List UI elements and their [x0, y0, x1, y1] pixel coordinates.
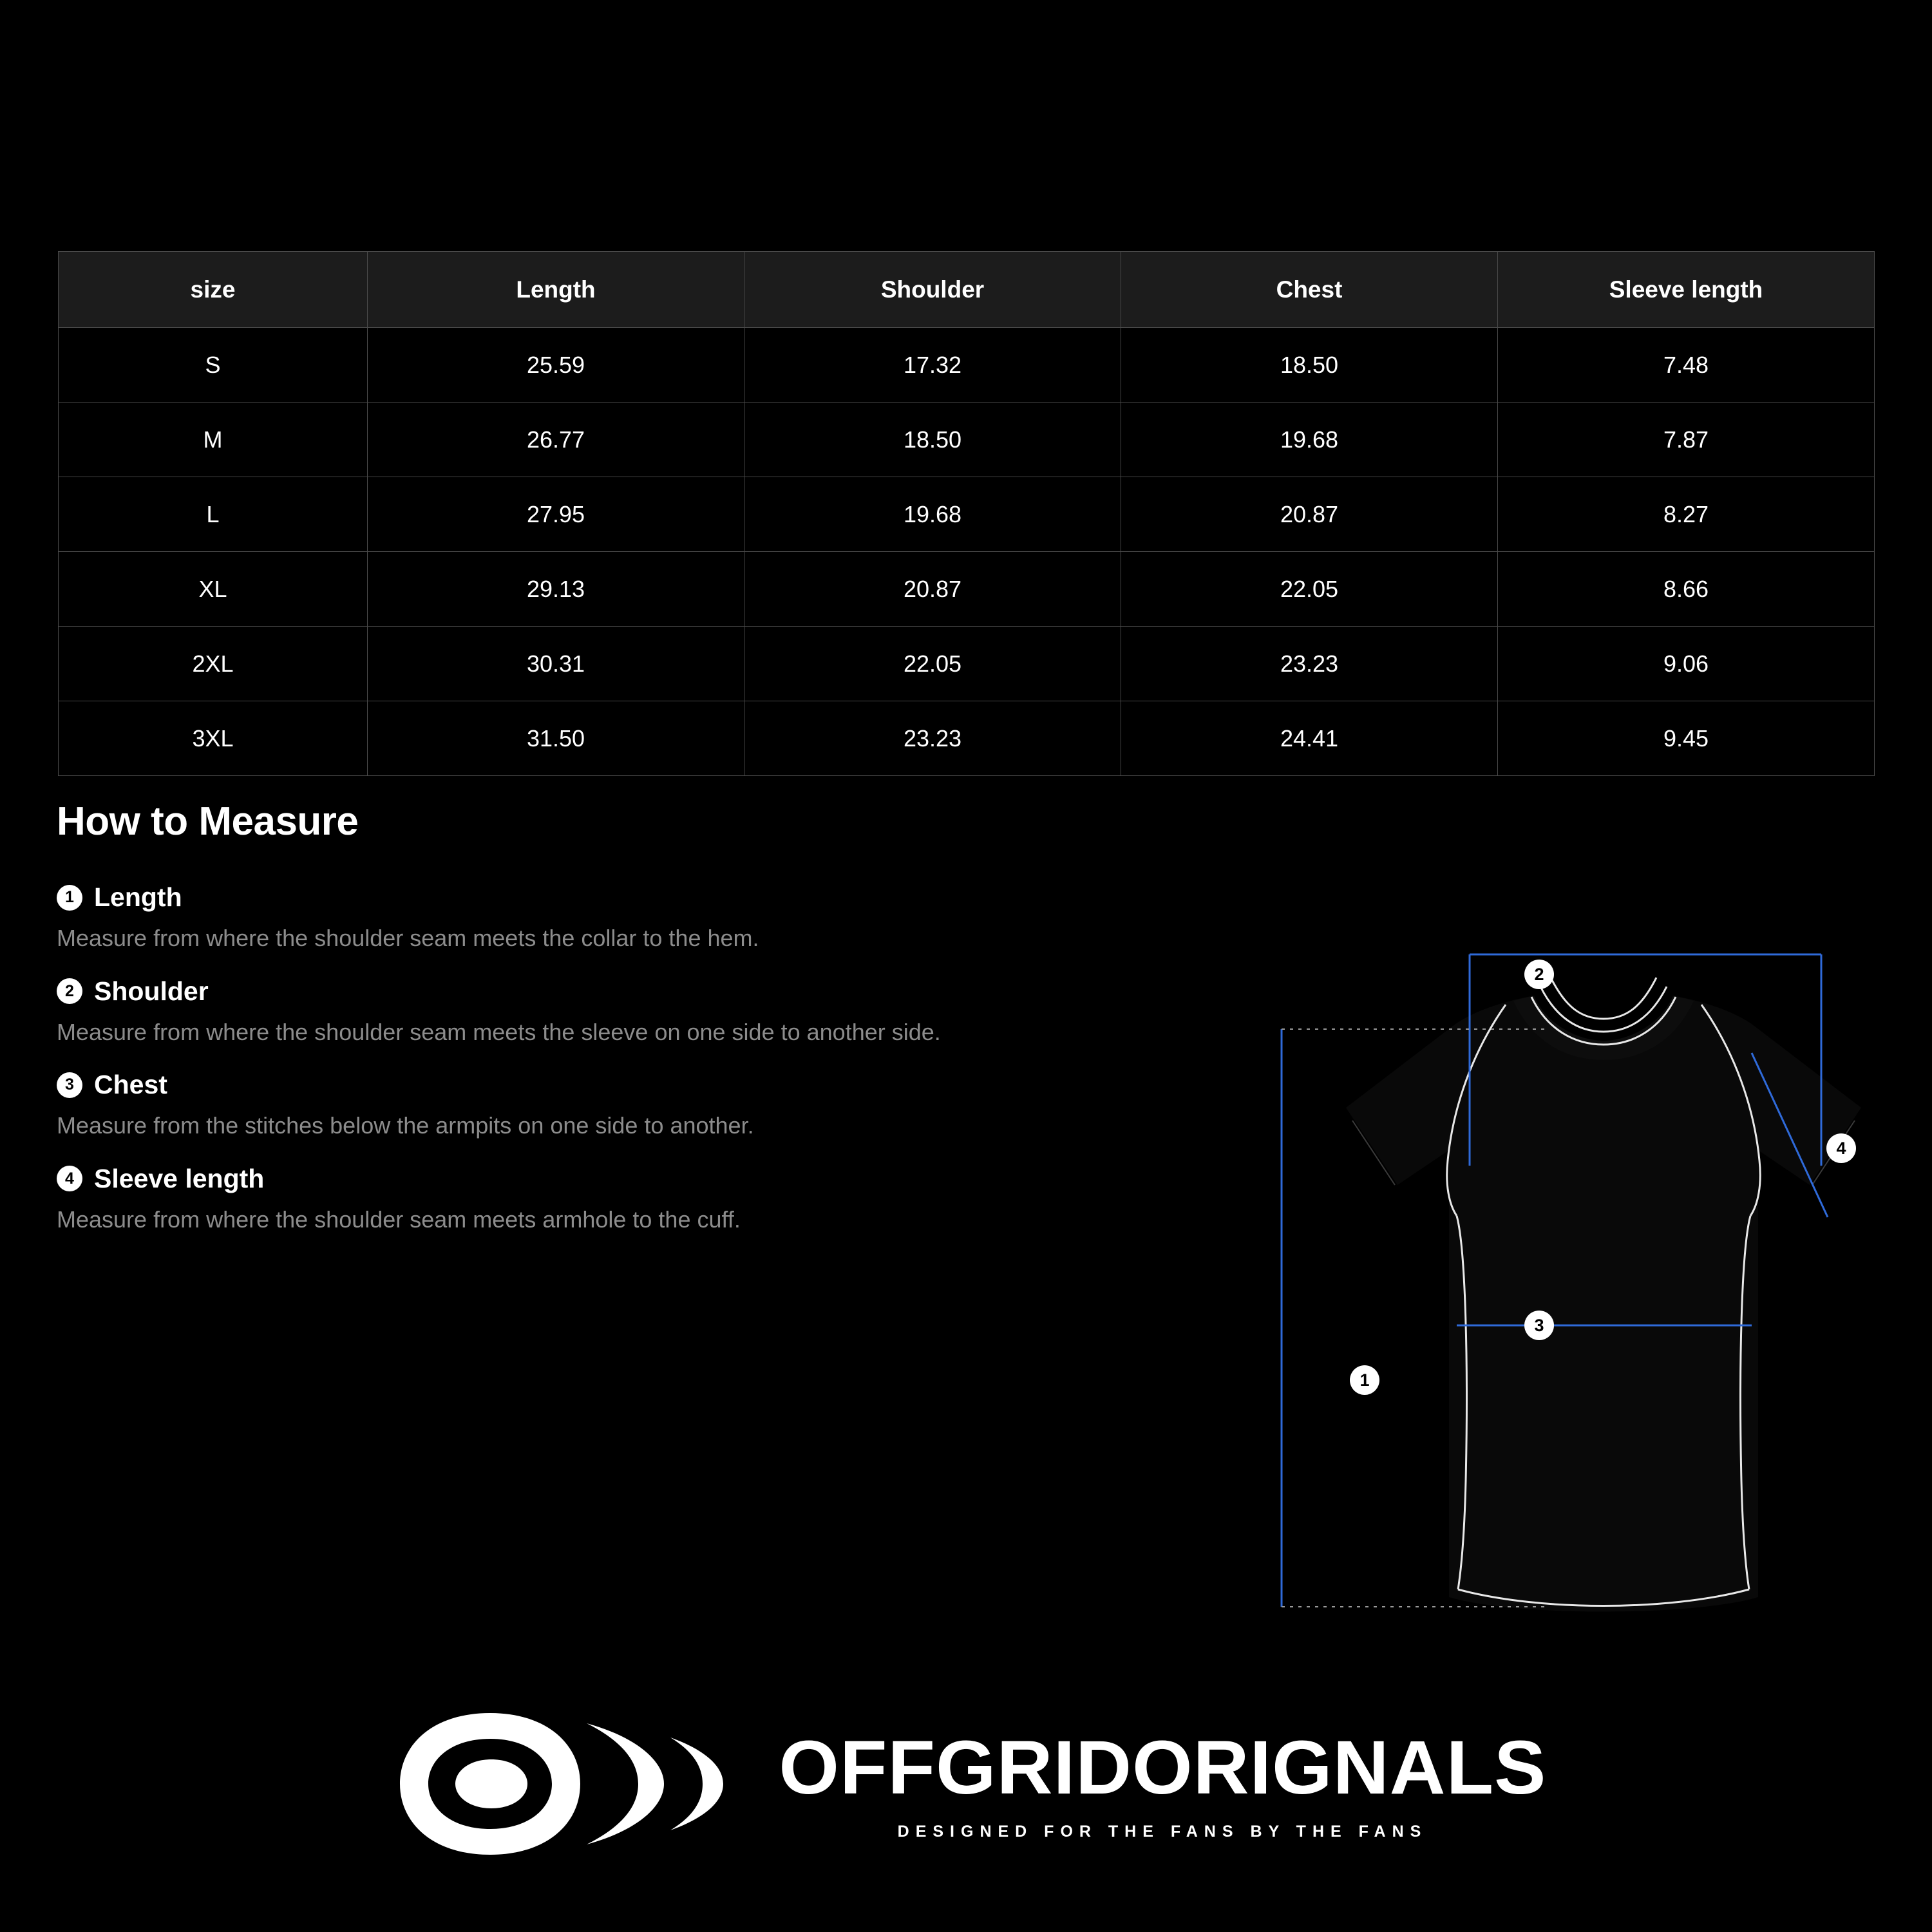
- brand-footer: [0, 1700, 1932, 1871]
- column-header-size: size: [59, 252, 368, 328]
- cell-length: 27.95: [368, 477, 744, 552]
- how-to-measure-title: How to Measure: [57, 799, 359, 844]
- diagram-marker-1: 1: [1350, 1365, 1379, 1395]
- cell-length: 25.59: [368, 328, 744, 402]
- table-row: [59, 552, 1875, 627]
- size-chart-table: [58, 251, 1875, 776]
- cell-chest: 23.23: [1121, 627, 1498, 701]
- cell-shoulder: 22.05: [744, 627, 1121, 701]
- cell-size: 2XL: [59, 627, 368, 701]
- cell-chest: 19.68: [1121, 402, 1498, 477]
- cell-shoulder: 19.68: [744, 477, 1121, 552]
- cell-sleeve-length: 9.06: [1498, 627, 1875, 701]
- column-header-shoulder: Shoulder: [744, 252, 1121, 328]
- cell-sleeve-length: 7.48: [1498, 328, 1875, 402]
- brand-tagline: DESIGNED FOR THE FANS BY THE FANS: [897, 1823, 1428, 1841]
- column-header-sleeve-length: Sleeve length: [1498, 252, 1875, 328]
- cell-sleeve-length: 8.66: [1498, 552, 1875, 627]
- measure-step-shoulder: [57, 976, 1216, 1048]
- measure-steps-list: [57, 882, 1216, 1257]
- table-row: [59, 627, 1875, 701]
- table-body: [59, 328, 1875, 776]
- cell-size: XL: [59, 552, 368, 627]
- cell-chest: 22.05: [1121, 552, 1498, 627]
- table-header-row: [59, 252, 1875, 328]
- cell-chest: 18.50: [1121, 328, 1498, 402]
- cell-shoulder: 23.23: [744, 701, 1121, 776]
- table-row: [59, 402, 1875, 477]
- table-row: [59, 477, 1875, 552]
- table-header: [59, 252, 1875, 328]
- cell-size: S: [59, 328, 368, 402]
- cell-length: 30.31: [368, 627, 744, 701]
- table-row: [59, 328, 1875, 402]
- cell-sleeve-length: 8.27: [1498, 477, 1875, 552]
- cell-length: 31.50: [368, 701, 744, 776]
- step-number-badge-icon: 1: [57, 885, 82, 911]
- cell-shoulder: 17.32: [744, 328, 1121, 402]
- cell-chest: 24.41: [1121, 701, 1498, 776]
- brand-name: OFFGRIDORIGNALS: [778, 1725, 1547, 1810]
- cell-size: M: [59, 402, 368, 477]
- step-description: Measure from where the shoulder seam meets armhole to the cuff.: [57, 1206, 741, 1233]
- cell-size: L: [59, 477, 368, 552]
- step-description: Measure from where the shoulder seam meets the sleeve on one side to another side.: [57, 1018, 941, 1045]
- diagram-marker-2: 2: [1524, 960, 1554, 989]
- step-heading: [57, 976, 1216, 1007]
- step-number-badge-icon: 3: [57, 1072, 82, 1098]
- cell-sleeve-length: 7.87: [1498, 402, 1875, 477]
- measure-step-sleeve-length: [57, 1164, 1216, 1236]
- step-heading: [57, 1164, 1216, 1194]
- step-label: Shoulder: [94, 976, 209, 1006]
- cell-shoulder: 20.87: [744, 552, 1121, 627]
- step-number-badge-icon: 4: [57, 1166, 82, 1191]
- step-heading: [57, 882, 1216, 913]
- cell-length: 26.77: [368, 402, 744, 477]
- column-header-length: Length: [368, 252, 744, 328]
- diagram-marker-4: 4: [1826, 1133, 1856, 1163]
- step-label: Chest: [94, 1070, 167, 1100]
- table-row: [59, 701, 1875, 776]
- step-heading: [57, 1070, 1216, 1100]
- step-label: Sleeve length: [94, 1163, 265, 1193]
- tshirt-illustration-icon: [1243, 914, 1893, 1674]
- step-description: Measure from where the shoulder seam meets the collar to the hem.: [57, 925, 759, 951]
- cell-length: 29.13: [368, 552, 744, 627]
- step-number-badge-icon: 2: [57, 978, 82, 1004]
- step-label: Length: [94, 882, 182, 912]
- column-header-chest: Chest: [1121, 252, 1498, 328]
- step-description: Measure from the stitches below the armpits on one side to another.: [57, 1112, 754, 1139]
- cell-shoulder: 18.50: [744, 402, 1121, 477]
- diagram-marker-3: 3: [1524, 1311, 1554, 1340]
- measure-step-chest: [57, 1070, 1216, 1142]
- measure-step-length: [57, 882, 1216, 954]
- brand-text-block: [778, 1725, 1547, 1841]
- tshirt-measurement-diagram: [1243, 914, 1893, 1674]
- cell-chest: 20.87: [1121, 477, 1498, 552]
- cell-size: 3XL: [59, 701, 368, 776]
- brand-logo-icon: [393, 1700, 741, 1871]
- cell-sleeve-length: 9.45: [1498, 701, 1875, 776]
